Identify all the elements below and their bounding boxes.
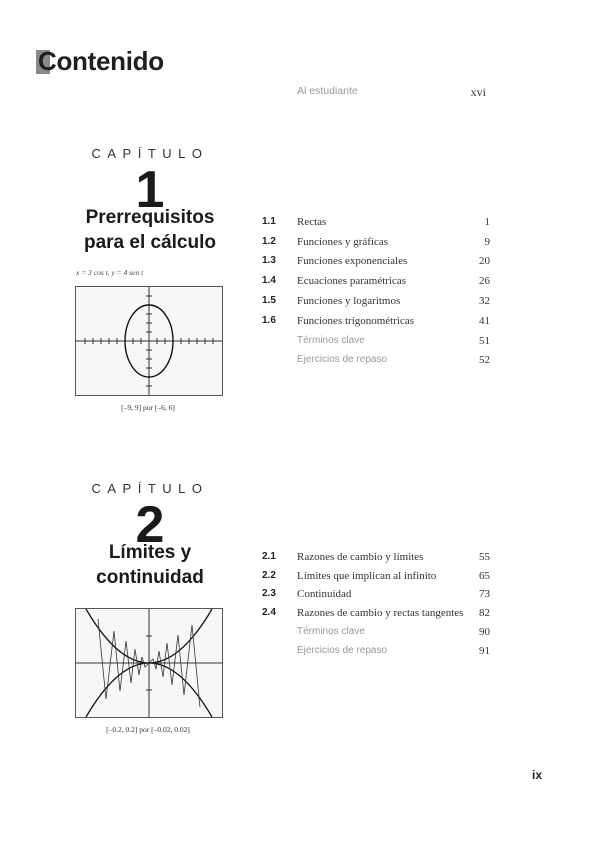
chapter-1-graph-window: [–9, 9] por [–6, 6]	[121, 403, 175, 412]
section-page: 1	[484, 216, 490, 228]
chapter-2-label: CAPÍTULO	[91, 481, 209, 496]
front-matter-page: xvi	[470, 85, 486, 99]
section-number: 2.2	[262, 570, 276, 581]
section-title: Rectas	[297, 216, 327, 228]
section-page: 65	[479, 570, 490, 582]
section-page: 41	[479, 315, 490, 327]
section-number: 1.3	[262, 255, 276, 266]
section-number: 2.3	[262, 588, 276, 599]
section-number: 2.4	[262, 607, 276, 618]
toc-row[interactable]	[262, 335, 490, 353]
chapter-2-number: 2	[135, 496, 165, 554]
chapter-1-ellipse-graph	[75, 286, 223, 396]
toc-row[interactable]	[262, 607, 490, 625]
chapter-2-title-line2: continuidad	[96, 567, 204, 588]
section-title: Funciones exponenciales	[297, 255, 408, 267]
section-title: Funciones y logaritmos	[297, 295, 401, 307]
toc-row[interactable]	[262, 551, 490, 569]
section-page: 82	[479, 607, 490, 619]
toc-row[interactable]	[262, 216, 490, 234]
section-page: 51	[479, 335, 490, 347]
section-page: 91	[479, 645, 490, 657]
chapter-1-graph-caption: x = 3 cos t, y = 4 sen t	[76, 268, 144, 277]
page-number: ix	[532, 768, 543, 782]
chapter-1-title-line2: para el cálculo	[83, 232, 216, 253]
page-title: Contenido	[38, 46, 164, 76]
key-terms-title: Términos clave	[297, 626, 365, 637]
section-page: 73	[479, 588, 490, 600]
section-page: 90	[479, 626, 490, 638]
section-title: Ecuaciones paramétricas	[297, 275, 407, 287]
section-title: Razones de cambio y límites	[297, 551, 424, 563]
section-title: Funciones trigonométricas	[297, 315, 415, 327]
toc-row[interactable]	[262, 315, 490, 333]
section-number: 1.6	[262, 315, 276, 326]
section-page: 20	[479, 255, 490, 267]
toc-row[interactable]	[262, 255, 490, 273]
section-page: 52	[479, 354, 490, 366]
section-number: 1.1	[262, 216, 276, 227]
section-page: 26	[479, 275, 490, 287]
toc-row[interactable]	[262, 354, 490, 372]
toc-row[interactable]	[262, 570, 490, 588]
toc-row[interactable]	[262, 645, 490, 663]
section-title: Continuidad	[297, 588, 352, 600]
section-page: 32	[479, 295, 490, 307]
chapter-1-number: 1	[135, 161, 165, 219]
section-title: Límites que implican al infinito	[297, 570, 437, 582]
toc-row[interactable]	[262, 588, 490, 606]
front-matter-label[interactable]: Al estudiante	[297, 85, 358, 97]
toc-row[interactable]	[262, 626, 490, 644]
chapter-2-function-graph	[75, 608, 223, 718]
toc-row[interactable]	[262, 275, 490, 293]
toc-row[interactable]	[262, 295, 490, 313]
key-terms-title: Términos clave	[297, 335, 365, 346]
section-number: 1.5	[262, 295, 276, 306]
section-number: 2.1	[262, 551, 276, 562]
section-title: Razones de cambio y rectas tangentes	[297, 607, 464, 619]
section-page: 55	[479, 551, 490, 563]
chapter-1-title-line1: Prerrequisitos	[85, 207, 215, 228]
section-number: 1.4	[262, 275, 276, 286]
review-exercises-title: Ejercicios de repaso	[297, 645, 388, 656]
chapter-1-label: CAPÍTULO	[91, 146, 209, 161]
section-number: 1.2	[262, 236, 276, 247]
chapter-2-title-line1: Límites y	[108, 542, 192, 563]
toc-row[interactable]	[262, 236, 490, 254]
review-exercises-title: Ejercicios de repaso	[297, 354, 388, 365]
section-page: 9	[484, 236, 490, 248]
section-title: Funciones y gráficas	[297, 236, 389, 248]
chapter-2-graph-window: [–0.2, 0.2] por [–0.02, 0.02]	[106, 725, 190, 734]
